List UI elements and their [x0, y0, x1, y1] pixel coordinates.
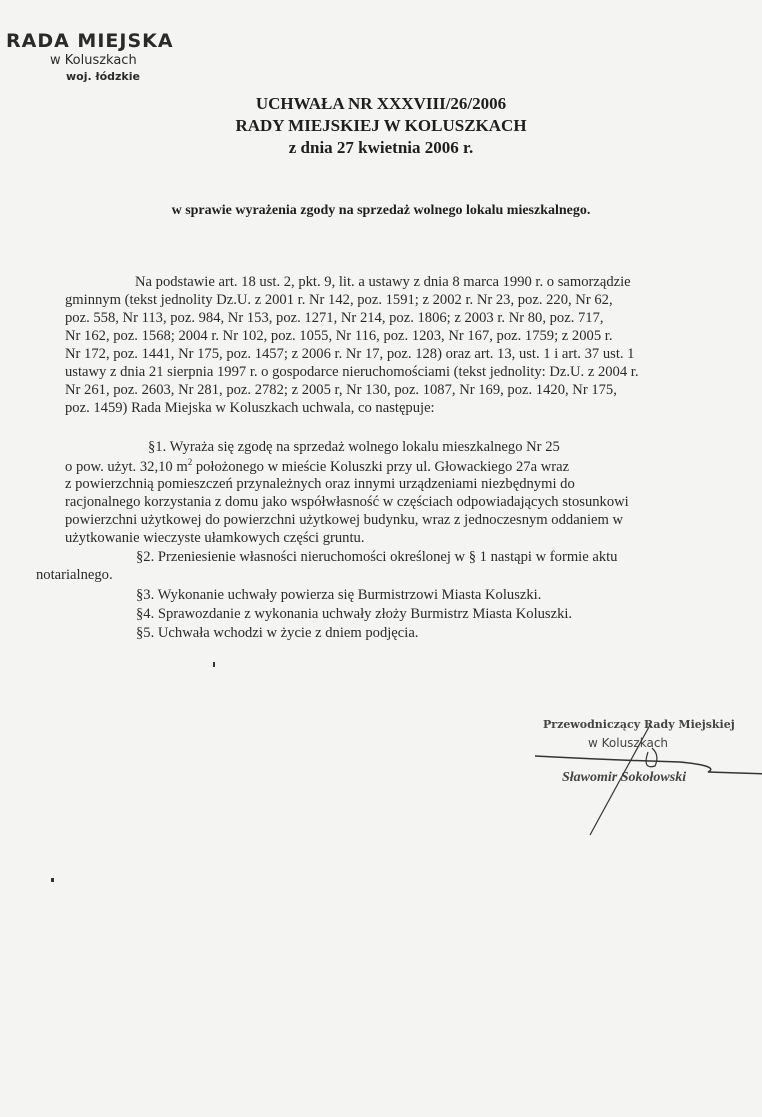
paragraph-2: §2. Przeniesienie własności nieruchomości określonej w § 1 nastąpi w formie aktu: [136, 549, 618, 565]
text: położonego w mieście Koluszki przy ul. Głowackiego 27a wraz: [192, 458, 570, 475]
preamble-line: Nr 261, poz. 2603, Nr 281, poz. 2782; z 2005 r, Nr 130, poz. 1087, Nr 169, poz. 1420, Nr 175,: [65, 382, 617, 398]
ink-speck: [213, 662, 215, 667]
resolution-issuer: RADY MIEJSKIEJ W KOLUSZKACH: [235, 116, 527, 135]
signature-name: Sławomir Sokołowski: [562, 770, 687, 785]
text: o pow. użyt. 32,10 m: [65, 458, 188, 475]
resolution-subject: w sprawie wyrażenia zgody na sprzedaż wolnego lokalu mieszkalnego.: [171, 203, 591, 218]
paragraph-3: §3. Wykonanie uchwały powierza się Burmistrzowi Miasta Koluszki.: [136, 587, 542, 603]
paragraph-line: z powierzchnią pomieszczeń przynależnych oraz innymi urządzeniami niezbędnymi do: [65, 476, 575, 492]
ink-speck: [51, 878, 54, 882]
paragraph-line: §1. Wyraża się zgodę na sprzedaż wolnego lokalu mieszkalnego Nr 25: [148, 439, 560, 455]
preamble-line: poz. 1459) Rada Miejska w Koluszkach uchwala, co następuje:: [65, 400, 435, 416]
preamble-line: Nr 162, poz. 1568; 2004 r. Nr 102, poz. 1055, Nr 116, poz. 1203, Nr 167, poz. 1759; z 2005 r.: [65, 328, 613, 344]
paragraph-line: [65, 457, 569, 476]
superscript: 2: [187, 457, 193, 467]
preamble-line: ustawy z dnia 21 sierpnia 1997 r. o gospodarce nieruchomościami (tekst jednolity: Dz.U. z 2004 r.: [65, 364, 639, 380]
paragraph-5: §5. Uchwała wchodzi w życie z dniem podjęcia.: [136, 625, 419, 641]
preamble-line: Na podstawie art. 18 ust. 2, pkt. 9, lit. a ustawy z dnia 8 marca 1990 r. o samorządzie: [135, 274, 631, 290]
preamble-line: poz. 558, Nr 113, poz. 984, Nr 153, poz. 1271, Nr 214, poz. 1806; z 2003 r. Nr 80, poz. 717,: [65, 310, 604, 326]
handwritten-signature: [520, 700, 762, 840]
paragraph-4: §4. Sprawozdanie z wykonania uchwały złoży Burmistrz Miasta Koluszki.: [136, 606, 573, 622]
resolution-number: UCHWAŁA NR XXXVIII/26/2006: [255, 94, 507, 113]
paragraph-line: powierzchni użytkowej do powierzchni użytkowej budynku, wraz z jednoczesnym oddaniem w: [65, 512, 624, 528]
stamp-city: w Koluszkach: [50, 53, 137, 68]
paragraph-line: użytkowanie wieczyste ułamkowych części gruntu.: [65, 530, 365, 546]
stamp-council-name: RADA MIEJSKA: [6, 30, 174, 52]
resolution-date: z dnia 27 kwietnia 2006 r.: [288, 138, 474, 157]
preamble-line: gminnym (tekst jednolity Dz.U. z 2001 r. Nr 142, poz. 1591; z 2002 r. Nr 23, poz. 220, Nr 62,: [65, 292, 613, 308]
preamble-line: Nr 172, poz. 1441, Nr 175, poz. 1457; z 2006 r. Nr 17, poz. 128) oraz art. 13, ust. 1 i art. 37 ust. 1: [65, 346, 635, 362]
paragraph-2-cont: notarialnego.: [36, 567, 113, 583]
stamp-voivodeship: woj. łódzkie: [66, 70, 140, 83]
signature-title: Przewodniczący Rady Miejskiej: [543, 718, 735, 731]
signature-place: w Koluszkach: [588, 736, 669, 750]
paragraph-line: racjonalnego korzystania z domu jako współwłasność w częściach odpowiadających stosunkowi: [65, 494, 629, 510]
